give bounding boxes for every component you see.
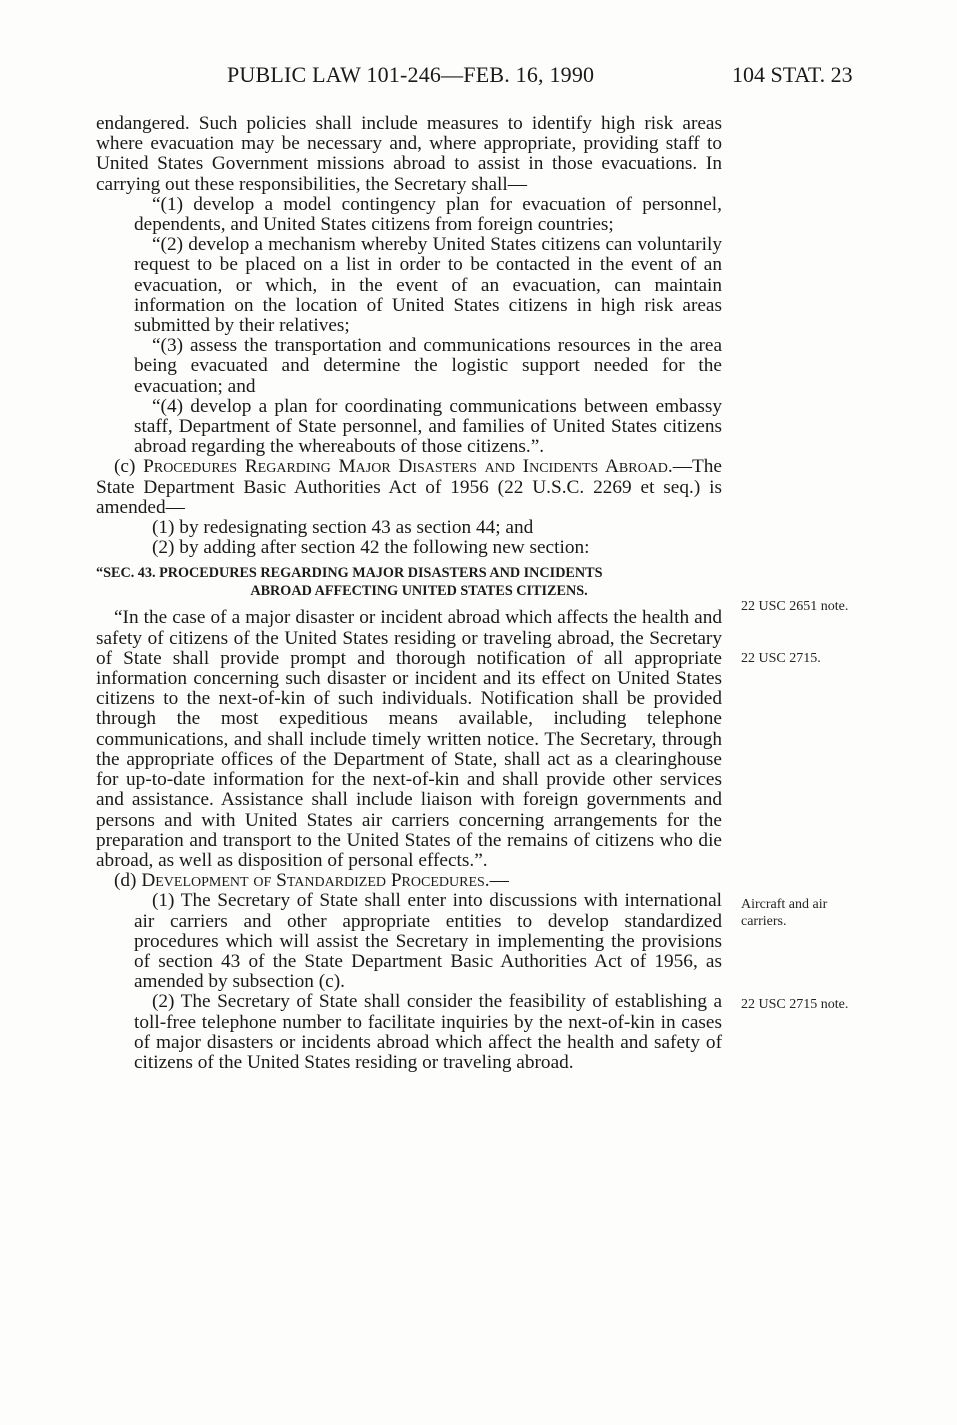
subsection-d-item-2: (2) The Secretary of State shall consider the feasibility of establishing a toll-free telephone number to facilitate inquiries by the next-of-kin in cases of major disasters or incidents abroad which affect the health and safety of citizens of the United States residing or traveling abroad.	[134, 991, 722, 1073]
section-heading-line-2: ABROAD AFFECTING UNITED STATES CITIZENS.	[250, 583, 588, 600]
subsection-d	[96, 871, 722, 891]
body-text	[96, 114, 722, 1073]
margin-note-usc-2715-note: 22 USC 2715 note.	[741, 997, 849, 1012]
subsection-c-text: —The State Department Basic Authorities Act of 1956 (22 U.S.C. 2269 et seq.) is amended—	[96, 456, 722, 518]
statute-reference: 104 STAT. 23	[732, 62, 853, 87]
list-item-4: “(4) develop a plan for coordinating communications between embassy staff, Department of State personnel, and families of United States citizens abroad regarding the whereabouts of those citizens.”.	[134, 395, 722, 458]
subsection-d-item-1: (1) The Secretary of State shall enter into discussions with international air carriers and other appropriate entities to develop standardized procedures which will assist the Secretary in implementing the provisions of section 43 of the State Department Basic Authorities Act of 1956, as amended by subsection (c).	[134, 890, 722, 993]
subsection-c-heading: Procedures Regarding Major Disasters and Incidents Abroad.	[143, 456, 673, 478]
section-heading-line-1: “SEC. 43. PROCEDURES REGARDING MAJOR DISASTERS AND INCIDENTS	[96, 565, 603, 582]
running-title: PUBLIC LAW 101-246—FEB. 16, 1990	[227, 62, 595, 87]
subsection-c-item-2: (2) by adding after section 42 the following new section:	[152, 537, 590, 559]
subsection-d-label: (d)	[114, 870, 137, 892]
subsection-d-dash: —	[489, 870, 509, 892]
paragraph-continued: endangered. Such policies shall include measures to identify high risk areas where evacuation may be necessary and, where appropriate, providing staff to United States Government missions abroad to assist in those evacuations. In carrying out these responsibilities, the Secretary shall—	[96, 113, 722, 195]
list-item-2: “(2) develop a mechanism whereby United States citizens can voluntarily request to be placed on a list in order to be contacted in the event of an evacuation, or which, in the event of an evacuation, can maintain information on the location of United States citizens in high risk areas submitted by their relatives;	[134, 234, 722, 337]
margin-note-usc-2651: 22 USC 2651 note.	[741, 599, 849, 614]
list-item-3: “(3) assess the transportation and communications resources in the area being evacuated and determine the logistic support needed for the evacuation; and	[134, 335, 722, 397]
margin-note-usc-2715: 22 USC 2715.	[741, 651, 821, 666]
margin-note-aircraft: Aircraft and air carriers.	[741, 897, 828, 929]
section-43-heading	[96, 564, 722, 600]
list-item-1: “(1) develop a model contingency plan for evacuation of personnel, dependents, and United States citizens from foreign countries;	[134, 193, 722, 236]
page-header	[0, 62, 957, 90]
section-43-body: “In the case of a major disaster or incident abroad which affects the health and safety of citizens of the United States residing or traveling abroad, the Secretary of State shall provide prompt and thorough notification of all appropriate information concerning such disaster or incident and its effect on United States citizens to the next-of-kin of such individuals. Notification shall be provided through the most expeditious means available, including telephone communications, and shall include timely written notice. The Secretary, through the appropriate offices of the Department of State, shall act as a clearinghouse for up-to-date information for the next-of-kin and shall provide other services and assistance. Assistance shall include liaison with foreign governments and persons and with United States air carriers concerning arrangements for the preparation and transport to the United States of the remains of citizens who die abroad, as well as disposition of personal effects.”.	[96, 607, 722, 871]
subsection-c-label: (c)	[114, 456, 136, 478]
subsection-d-heading: Development of Standardized Procedures.	[141, 870, 490, 892]
subsection-c	[96, 457, 722, 518]
subsection-c-item-1: (1) by redesignating section 43 as section 44; and	[152, 517, 534, 539]
